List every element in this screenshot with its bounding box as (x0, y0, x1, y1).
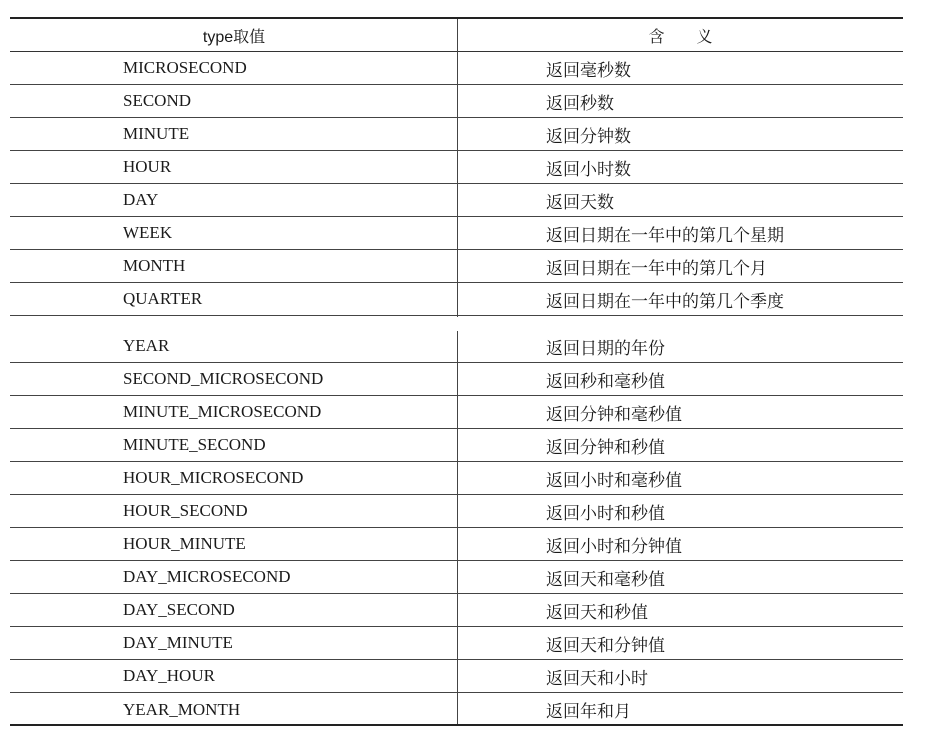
type-value-cell: MONTH (123, 256, 186, 275)
type-value-cell: DAY_MICROSECOND (123, 567, 291, 586)
meaning-cell: 返回分钟和毫秒值 (546, 404, 682, 424)
meaning-cell: 返回小时和毫秒值 (546, 470, 682, 490)
column-divider-top (457, 19, 458, 317)
meaning-cell: 返回年和月 (546, 702, 631, 721)
meaning-cell: 返回天和秒值 (546, 602, 648, 622)
type-value-cell: MICROSECOND (123, 58, 247, 77)
type-value-cell: YEAR_MONTH (123, 699, 241, 719)
meaning-cell: 返回天和分钟值 (546, 635, 665, 655)
meaning-cell: 返回小时数 (546, 159, 631, 179)
header-type-value: type取值 (202, 28, 266, 46)
meaning-cell: 返回日期在一年中的第几个星期 (546, 225, 784, 245)
type-value-cell: MINUTE (123, 124, 190, 143)
column-divider-bottom (457, 331, 458, 725)
type-value-cell: YEAR (123, 336, 170, 355)
meaning-cell: 返回小时和秒值 (546, 503, 665, 523)
type-value-cell: SECOND_MICROSECOND (123, 369, 324, 388)
type-value-cell: DAY (123, 190, 159, 209)
type-value-cell: SECOND (123, 91, 192, 110)
table-bottom-rule (10, 724, 903, 726)
type-value-cell: WEEK (123, 223, 173, 242)
type-value-cell: HOUR_MINUTE (123, 534, 246, 553)
meaning-cell: 返回分钟和秒值 (546, 437, 665, 457)
type-value-cell: MINUTE_MICROSECOND (123, 402, 322, 421)
type-value-cell: DAY_MINUTE (123, 633, 233, 652)
meaning-cell: 返回分钟数 (546, 126, 631, 146)
type-value-cell: QUARTER (123, 289, 203, 308)
meaning-cell: 返回天和小时 (546, 668, 648, 688)
type-value-cell: DAY_SECOND (123, 600, 235, 619)
meaning-cell: 返回日期在一年中的第几个季度 (546, 291, 784, 311)
meaning-cell: 返回秒和毫秒值 (546, 371, 665, 391)
header-meaning: 含 义 (648, 26, 713, 46)
type-value-cell: MINUTE_SECOND (123, 435, 266, 454)
type-value-cell: HOUR_SECOND (123, 501, 248, 520)
meaning-cell: 返回天数 (546, 192, 614, 212)
type-value-cell: DAY_HOUR (123, 666, 215, 685)
meaning-cell: 返回日期的年份 (546, 338, 665, 358)
meaning-cell: 返回秒数 (546, 93, 614, 113)
meaning-cell: 返回天和毫秒值 (546, 569, 665, 589)
meaning-cell: 返回日期在一年中的第几个月 (546, 258, 767, 278)
meaning-cell: 返回毫秒数 (546, 60, 631, 80)
type-value-cell: HOUR (123, 157, 172, 176)
type-value-cell: HOUR_MICROSECOND (123, 468, 304, 487)
meaning-cell: 返回小时和分钟值 (546, 536, 682, 556)
